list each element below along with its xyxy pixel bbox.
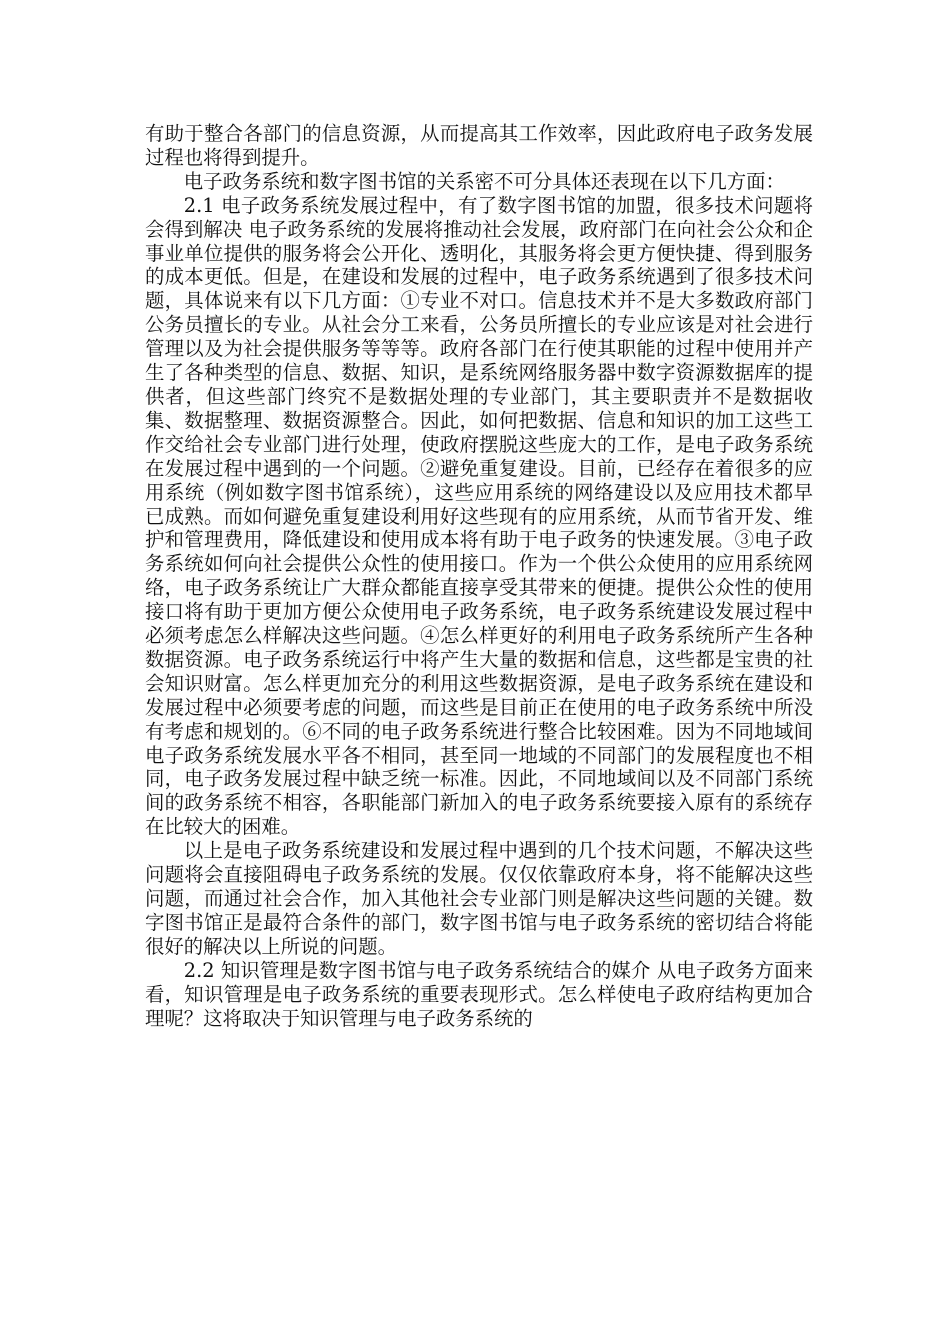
paragraph-section-2-1 (145, 194, 813, 839)
section-body-2-2: 从电子政务方面来看，知识管理是电子政务系统的重要表现形式。怎么样使电子政府结构更加合理呢？这将取决于知识管理与电子政务系统的 (145, 958, 813, 1030)
section-body-2-1: 电子政务系统的发展将推动社会发展，政府部门在向社会公众和企事业单位提供的服务将会公开化、透明化，其服务将会更方便快捷、得到服务的成本更低。但是，在建设和发展的过程中，电子政务系统遇到了很多技术问题，具体说来有以下几方面：①专业不对口。信息技术并不是大多数政府部门公务员擅长的专业。从社会分工来看，公务员所擅长的专业应该是对社会进行管理以及为社会提供服务等等等。政府各部门在行使其职能的过程中使用并产生了各种类型的信息、数据、知识，是系统网络服务器中数字资源数据库的提供者，但这些部门终究不是数据处理的专业部门，其主要职责并不是数据收集、数据整理、数据资源整合。因此，如何把数据、信息和知识的加工这些工作交给社会专业部门进行处理，使政府摆脱这些庞大的工作，是电子政务系统在发展过程中遇到的一个问题。②避免重复建设。目前，已经存在着很多的应用系统（例如数字图书馆系统），这些应用系统的网络建设以及应用技术都早已成熟。而如何避免重复建设利用好这些现有的应用系统，从而节省开发、维护和管理费用，降低建设和使用成本将有助于电子政务的快速发展。③电子政务系统如何向社会提供公众性的使用接口。作为一个供公众使用的应用系统网络，电子政务系统让广大群众都能直接享受其带来的便捷。提供公众性的使用接口将有助于更加方便公众使用电子政务系统，电子政务系统建设发展过程中必须考虑怎么样解决这些问题。④怎么样更好的利用电子政务系统所产生各种数据资源。电子政务系统运行中将产生大量的数据和信息，这些都是宝贵的社会知识财富。怎么样更加充分的利用这些数据资源，是电子政务系统在建设和发展过程中必须要考虑的问题，而这些是目前正在使用的电子政务系统中所没有考虑和规划的。⑥不同的电子政务系统进行整合比较困难。因为不同地域间电子政务系统发展水平各不相同，甚至同一地域的不同部门的发展程度也不相同，电子政务发展过程中缺乏统一标准。因此，不同地域间以及不同部门系统间的政务系统不相容，各职能部门新加入的电子政务系统要接入原有的系统存在比较大的困难。 (145, 217, 813, 839)
paragraph-continuation: 有助于整合各部门的信息资源，从而提高其工作效率，因此政府电子政务发展过程也将得到提升。 (145, 122, 813, 169)
paragraph-intro: 电子政务系统和数字图书馆的关系密不可分具体还表现在以下几方面： (183, 169, 785, 193)
section-heading-2-1: 2.1 电子政务系统发展过程中，有了数字图书馆的加盟，很多技术问题将会得到解决 (145, 193, 813, 241)
paragraph-summary: 以上是电子政务系统建设和发展过程中遇到的几个技术问题，不解决这些问题将会直接阻碍电子政务系统的发展。仅仅依靠政府本身，将不能解决这些问题，而通过社会合作，加入其他社会专业部门则是解决这些问题的关键。数字图书馆正是最符合条件的部门，数字图书馆与电子政务系统的密切结合将能很好的解决以上所说的问题。 (145, 839, 813, 958)
document-body (145, 122, 813, 1030)
paragraph-section-2-2 (145, 959, 813, 1031)
section-heading-2-2: 2.2 知识管理是数字图书馆与电子政务系统结合的媒介 (183, 958, 651, 982)
